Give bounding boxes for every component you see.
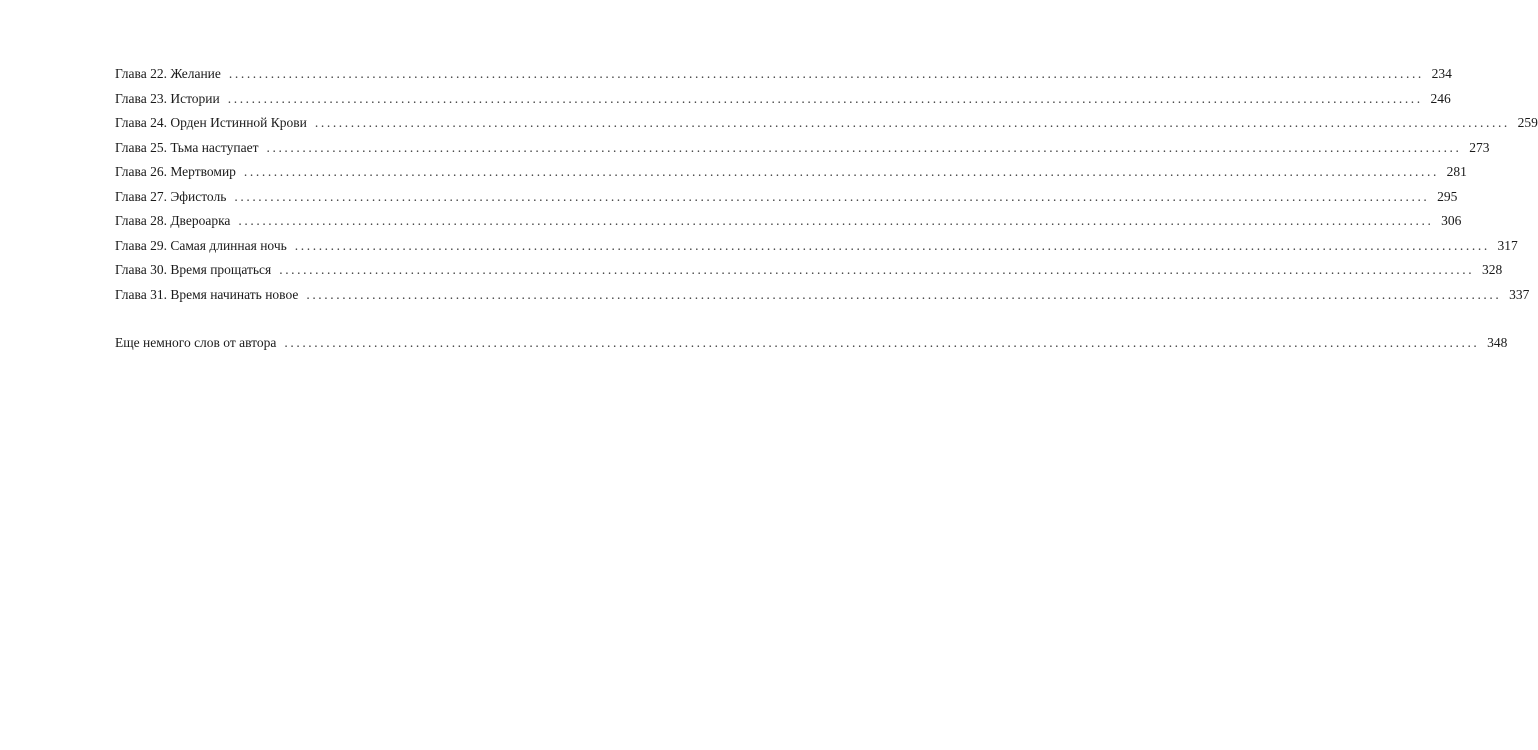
toc-entry-chapter-24	[115, 111, 1538, 136]
toc-entry-page: 273	[1469, 139, 1490, 155]
toc-dot-leader: ........................................................................................................................................................................................................	[279, 262, 1475, 277]
toc-dot-leader: ........................................................................................................................................................................................................	[238, 213, 1434, 228]
toc-entry-page: 259	[1517, 115, 1538, 130]
toc-entry-page: 281	[1446, 164, 1467, 179]
toc-entry-title: Глава 28. Двероарка	[115, 213, 231, 228]
toc-entry-chapter-23	[115, 87, 1451, 112]
toc-dot-leader: ........................................................................................................................................................................................................	[306, 286, 1502, 302]
toc-dot-leader: ........................................................................................................................................................................................................	[234, 188, 1430, 204]
toc-entry-chapter-26	[115, 160, 1467, 185]
toc-entry-title: Глава 22. Желание	[115, 66, 221, 81]
toc-entry-title: Глава 24. Орден Истинной Крови	[115, 115, 307, 130]
toc-entry-page: 306	[1441, 213, 1462, 228]
toc-dot-leader: ........................................................................................................................................................................................................	[266, 139, 1462, 155]
toc-entry-page: 317	[1497, 237, 1518, 253]
toc-entry-page: 328	[1481, 262, 1503, 277]
toc-entry-title: Еще немного слов от автора	[115, 335, 277, 350]
toc-entry-chapter-27	[115, 185, 1458, 210]
toc-entry-title: Глава 26. Мертвомир	[115, 164, 236, 179]
toc-entry-chapter-22	[115, 62, 1452, 87]
toc-dot-leader: ........................................................................................................................................................................................................	[314, 115, 1510, 130]
toc-entry-chapter-30	[115, 258, 1503, 283]
toc-entry-chapter-28	[115, 209, 1462, 234]
toc-section-gap	[115, 307, 483, 331]
toc-entry-title: Глава 31. Время начинать новое	[115, 286, 299, 302]
toc-entry-page: 234	[1431, 66, 1452, 81]
toc-entry-chapter-31	[115, 283, 1530, 308]
toc-entry-title: Глава 27. Эфистоль	[115, 188, 227, 204]
toc-entry-page: 337	[1509, 286, 1530, 302]
toc-dot-leader: ........................................................................................................................................................................................................	[228, 66, 1424, 81]
toc-dot-leader: ........................................................................................................................................................................................................	[243, 164, 1439, 179]
toc-entry-title: Глава 25. Тьма наступает	[115, 139, 259, 155]
toc-entry-title: Глава 29. Самая длинная ночь	[115, 237, 287, 253]
toc-entry-title: Глава 23. Истории	[115, 90, 220, 106]
toc-entry-afterword	[115, 331, 1508, 356]
table-of-contents	[115, 62, 1538, 356]
toc-entry-chapter-25	[115, 136, 1490, 161]
toc-entry-title: Глава 30. Время прощаться	[115, 262, 272, 277]
toc-entry-page: 246	[1430, 90, 1451, 106]
toc-entry-page: 348	[1487, 335, 1508, 350]
toc-dot-leader: ........................................................................................................................................................................................................	[284, 335, 1480, 350]
toc-entry-chapter-29	[115, 234, 1518, 259]
toc-entry-page: 295	[1437, 188, 1458, 204]
toc-dot-leader: ........................................................................................................................................................................................................	[227, 90, 1423, 106]
toc-dot-leader: ........................................................................................................................................................................................................	[294, 237, 1490, 253]
